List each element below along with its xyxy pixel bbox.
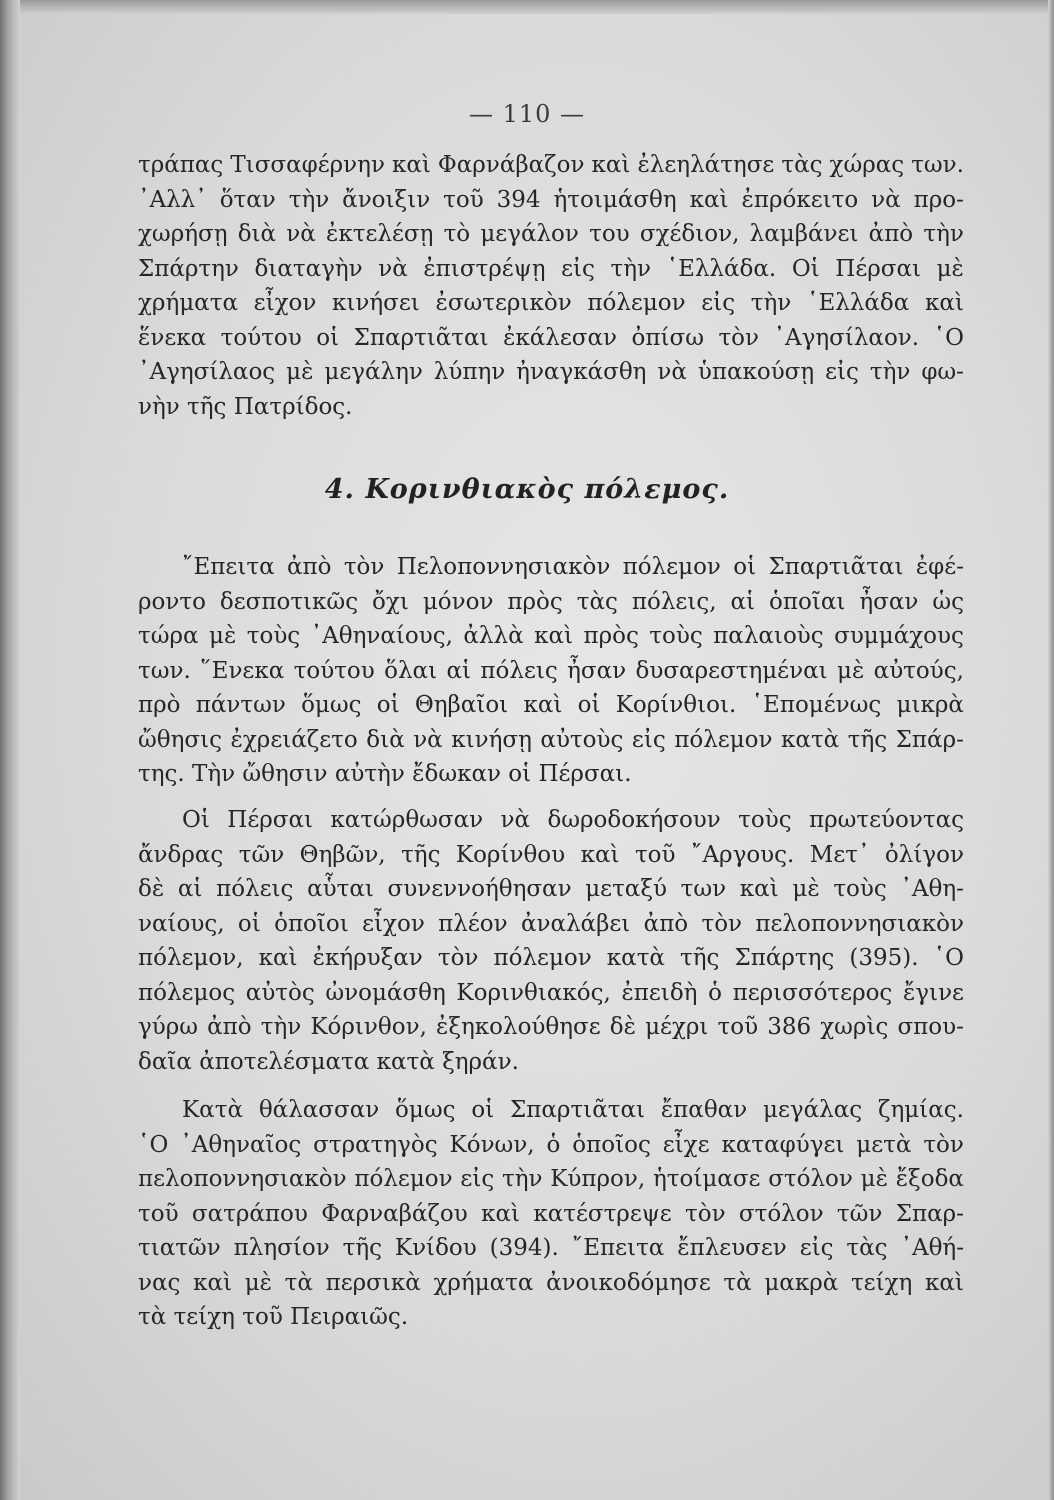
text-line: της. Τὴν ὤθησιν αὐτὴν ἔδωκαν οἱ Πέρσαι. <box>138 761 632 787</box>
text-line: ῾Ο ᾿Αθηναῖος στρατηγὸς Κόνων, ὁ ὁποῖος εἶχε καταφύγει μετὰ τὸν <box>138 1131 964 1158</box>
text-line: ῎Επειτα ἀπὸ τὸν Πελοποννησιακὸν πόλεμον οἱ Σπαρτιᾶται ἐφέ- <box>182 554 964 580</box>
text-line: δαῖα ἀποτελέσματα κατὰ ξηράν. <box>138 1048 519 1075</box>
page-shadow-top <box>0 0 1054 14</box>
text-line: χρήματα εἶχον κινήσει ἐσωτερικὸν πόλεμον εἰς τὴν ῾Ελλάδα καὶ <box>138 290 964 316</box>
text-line: ἄνδρας τῶν Θηβῶν, τῆς Κορίνθου καὶ τοῦ ῎Αργους. Μετ᾿ ὀλίγον <box>138 841 964 868</box>
text-line: τώρα μὲ τοὺς ᾿Αθηναίους, ἀλλὰ καὶ πρὸς τοὺς παλαιοὺς συμμάχους <box>138 623 964 649</box>
text-line: δὲ αἱ πόλεις αὗται συνεννοήθησαν μεταξύ των καὶ μὲ τοὺς ᾿Αθη- <box>138 876 964 902</box>
text-line: νὴν τῆς Πατρίδος. <box>138 393 353 420</box>
text-line: ἕνεκα τούτου οἱ Σπαρτιᾶται ἐκάλεσαν ὀπίσω τὸν ᾿Αγησίλαον. ῾Ο <box>138 324 964 351</box>
page-shadow-right <box>1048 0 1054 1500</box>
paragraph-continuation <box>138 148 964 424</box>
text-line: Οἱ Πέρσαι κατώρθωσαν νὰ δωροδοκήσουν τοὺς πρωτεύοντας <box>182 807 964 833</box>
paragraph <box>138 1093 964 1335</box>
paragraph <box>138 803 964 1079</box>
text-line: τὰ τείχη τοῦ Πειραιῶς. <box>138 1304 409 1330</box>
text-line: πόλεμος αὐτὸς ὠνομάσθη Κορινθιακός, ἐπειδὴ ὁ περισσότερος ἔγινε <box>138 979 964 1006</box>
text-line: ναίους, οἱ ὁποῖοι εἶχον πλέον ἀναλάβει ἀπὸ τὸν πελοποννησιακὸν <box>138 910 964 937</box>
text-line: πελοποννησιακὸν πόλεμον εἰς τὴν Κύπρον, ἡτοίμασε στόλον μὲ ἔξοδα <box>138 1166 964 1192</box>
text-line: ροντο δεσποτικῶς ὄχι μόνον πρὸς τὰς πόλεις, αἱ ὁποῖαι ἦσαν ὡς <box>138 588 964 615</box>
text-line: των. ῞Ενεκα τούτου ὅλαι αἱ πόλεις ἦσαν δυσαρεστημέναι μὲ αὐτούς, <box>138 657 964 684</box>
paragraph <box>138 550 964 792</box>
text-line: τοῦ σατράπου Φαρναβάζου καὶ κατέστρεψε τὸν στόλον τῶν Σπαρ- <box>138 1200 964 1227</box>
page-number: — 110 — <box>468 100 586 128</box>
text-line: πόλεμον, καὶ ἐκήρυξαν τὸν πόλεμον κατὰ τῆς Σπάρτης (395). ῾Ο <box>138 945 964 971</box>
page-shadow-left <box>0 0 20 1500</box>
text-line: πρὸ πάντων ὅμως οἱ Θηβαῖοι καὶ οἱ Κορίνθιοι. ῾Επομένως μικρὰ <box>138 692 964 718</box>
text-line: ὤθησις ἐχρειάζετο διὰ νὰ κινήσῃ αὐτοὺς εἰς πόλεμον κατὰ τῆς Σπάρ- <box>138 726 964 753</box>
text-line: Κατὰ θάλασσαν ὅμως οἱ Σπαρτιᾶται ἔπαθαν μεγάλας ζημίας. <box>182 1097 964 1123</box>
text-line: ᾿Αλλ᾿ ὅταν τὴν ἄνοιξιν τοῦ 394 ἡτοιμάσθη καὶ ἐπρόκειτο νὰ προ- <box>138 186 964 213</box>
text-line: χωρήσῃ διὰ νὰ ἐκτελέσῃ τὸ μεγάλον του σχέδιον, λαμβάνει ἀπὸ τὴν <box>138 221 964 247</box>
text-line: τράπας Τισσαφέρνην καὶ Φαρνάβαζον καὶ ἐλεηλάτησε τὰς χώρας των. <box>138 152 964 178</box>
text-line: ᾿Αγησίλαος μὲ μεγάλην λύπην ἠναγκάσθη νὰ ὑπακούσῃ εἰς τὴν φω- <box>138 359 964 385</box>
text-line: γύρω ἀπὸ τὴν Κόρινθον, ἐξηκολούθησε δὲ μέχρι τοῦ 386 χωρὶς σπου- <box>138 1014 964 1040</box>
text-line: τιατῶν πλησίον τῆς Κνίδου (394). ῎Επειτα ἔπλευσεν εἰς τὰς ᾿Αθή- <box>138 1235 964 1261</box>
text-line: Σπάρτην διαταγὴν νὰ ἐπιστρέψῃ εἰς τὴν ῾Ελλάδα. Οἱ Πέρσαι μὲ <box>138 255 964 282</box>
section-heading: 4. Κορινθιακὸς πόλεμος. <box>324 474 730 505</box>
text-line: νας καὶ μὲ τὰ περσικὰ χρήματα ἀνοικοδόμησε τὰ μακρὰ τείχη καὶ <box>138 1269 964 1296</box>
